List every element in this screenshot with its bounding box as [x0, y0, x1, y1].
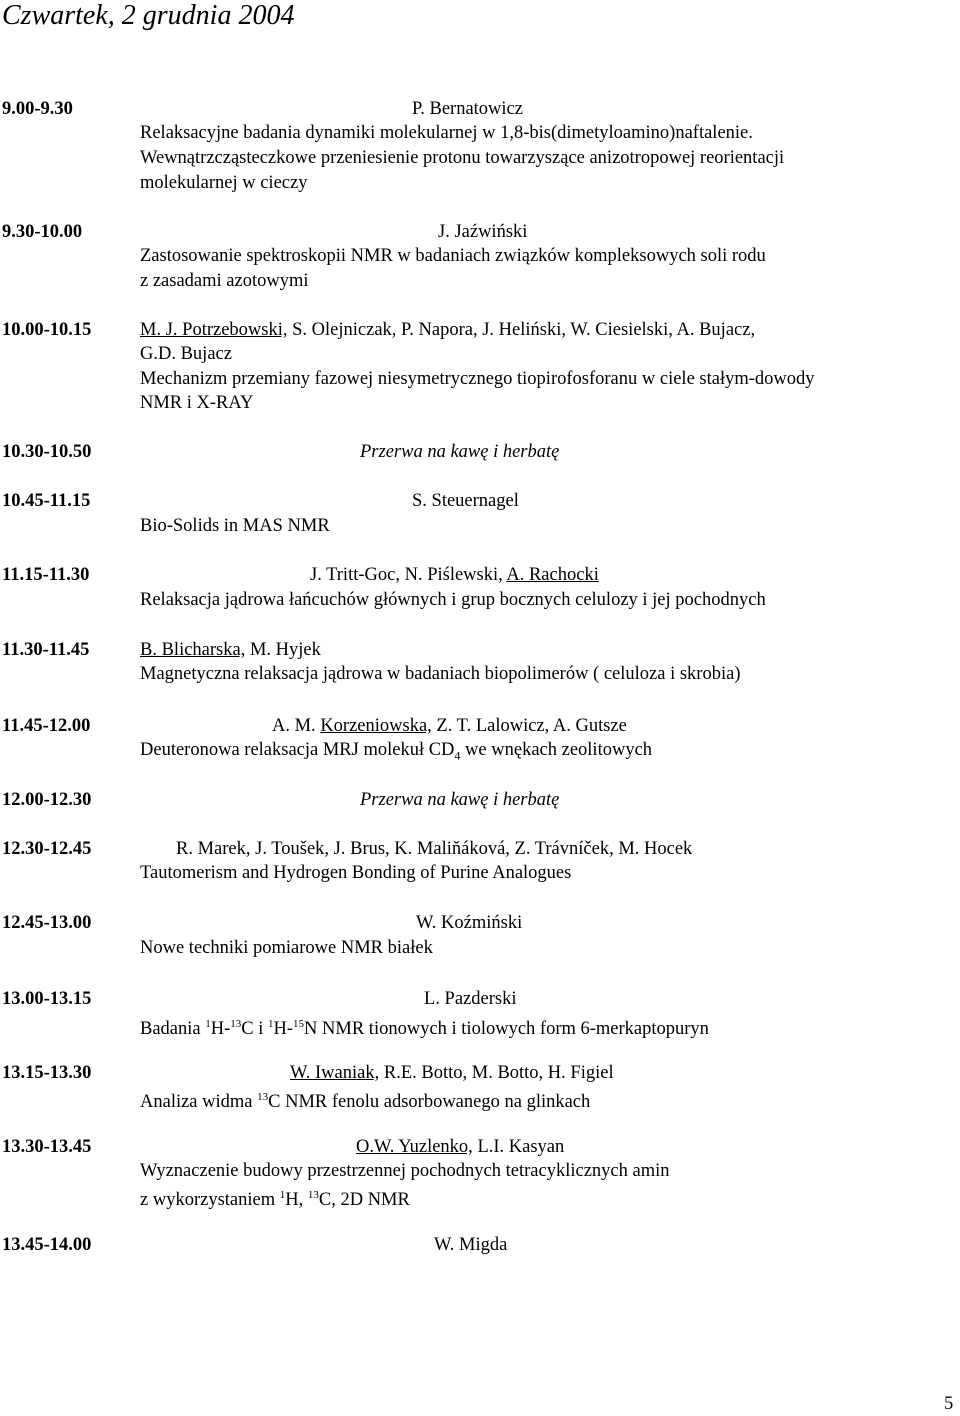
session-authors: P. Bernatowicz — [412, 99, 523, 119]
co-authors: R.E. Botto, M. Botto, H. Figiel — [379, 1063, 614, 1083]
session-authors: S. Steuernagel — [412, 491, 519, 511]
session-title: Wewnątrzcząsteczkowe przeniesienie protonu towarzyszące anizotropowej reorientacji — [140, 148, 785, 168]
title-text: Deuteronowa relaksacja MRJ molekuł CD — [140, 740, 455, 760]
session-time: 12.45-13.00 — [2, 913, 92, 933]
title-text: Analiza widma — [140, 1092, 258, 1113]
session-authors: W. Migda — [434, 1235, 508, 1255]
page-number: 5 — [944, 1394, 954, 1414]
session-title — [140, 1183, 410, 1212]
session-time: 11.15-11.30 — [2, 565, 90, 585]
session-time: 9.00-9.30 — [2, 99, 73, 119]
superscript: 1 — [268, 1018, 274, 1030]
co-authors: J. Tritt-Goc, N. Piślewski, — [310, 565, 507, 585]
session-title: molekularnej w cieczy — [140, 173, 308, 193]
session-title: Relaksacyjne badania dynamiki molekularnej w 1,8-bis(dimetyloamino)naftalenie. — [140, 123, 753, 143]
title-text: we wnękach zeolitowych — [460, 740, 653, 760]
subscript: 4 — [454, 748, 461, 763]
presenting-author: M. J. Potrzebowski, — [140, 320, 288, 340]
session-time: 13.15-13.30 — [2, 1063, 92, 1083]
session-title: Bio-Solids in MAS NMR — [140, 516, 330, 536]
session-authors — [310, 563, 599, 587]
session-time: 12.00-12.30 — [2, 790, 92, 810]
session-time: 11.45-12.00 — [2, 716, 91, 736]
title-text: H- — [210, 1019, 231, 1040]
session-authors — [140, 318, 755, 342]
session-title — [140, 1085, 590, 1114]
session-authors — [140, 638, 321, 662]
title-text: z wykorzystaniem — [140, 1190, 280, 1211]
session-title: Magnetyczna relaksacja jądrowa w badaniach biopolimerów ( celuloza i skrobia) — [140, 664, 741, 684]
session-title — [140, 1012, 709, 1041]
coffee-break: Przerwa na kawę i herbatę — [360, 442, 560, 462]
session-time: 10.30-10.50 — [2, 442, 92, 462]
title-text: N NMR tionowych i tiolowych form 6-merkaptopuryn — [304, 1019, 709, 1040]
superscript: 13 — [257, 1091, 269, 1103]
session-time: 12.30-12.45 — [2, 839, 92, 859]
session-authors: J. Jaźwiński — [438, 222, 528, 242]
session-time: 13.30-13.45 — [2, 1137, 92, 1157]
superscript: 13 — [230, 1018, 242, 1030]
co-authors: S. Olejniczak, P. Napora, J. Heliński, W. Ciesielski, A. Bujacz, — [287, 320, 756, 340]
title-text: C, 2D NMR — [318, 1190, 410, 1211]
superscript: 1 — [279, 1189, 286, 1201]
session-authors: L. Pazderski — [424, 989, 517, 1009]
session-time: 10.45-11.15 — [2, 491, 91, 511]
session-authors — [272, 714, 627, 738]
session-title: z zasadami azotowymi — [140, 271, 309, 291]
presenting-author: Korzeniowska, — [320, 716, 432, 736]
presenting-author: A. Rachocki — [506, 565, 599, 585]
title-text: C NMR fenolu adsorbowanego na glinkach — [268, 1092, 591, 1113]
session-title: Zastosowanie spektroskopii NMR w badaniach związków kompleksowych soli rodu — [140, 246, 766, 266]
title-text: H, — [285, 1190, 308, 1211]
session-title: Wyznaczenie budowy przestrzennej pochodnych tetracyklicznych amin — [140, 1161, 670, 1181]
co-authors: Z. T. Lalowicz, A. Gutsze — [431, 716, 627, 736]
page-title: Czwartek, 2 grudnia 2004 — [2, 0, 295, 31]
session-title — [140, 738, 652, 768]
presenting-author: W. Iwaniak, — [290, 1063, 380, 1083]
session-time: 11.30-11.45 — [2, 640, 90, 660]
session-title: Nowe techniki pomiarowe NMR białek — [140, 938, 433, 958]
session-time: 13.45-14.00 — [2, 1235, 92, 1255]
session-authors — [290, 1061, 614, 1085]
session-title: Relaksacja jądrowa łańcuchów głównych i grup bocznych celulozy i jej pochodnych — [140, 590, 766, 610]
title-text: H- — [273, 1019, 294, 1040]
session-time: 10.00-10.15 — [2, 320, 92, 340]
co-authors: A. M. — [272, 716, 321, 736]
session-authors: W. Koźmiński — [416, 913, 523, 933]
session-title: Mechanizm przemiany fazowej niesymetrycznego tiopirofosforanu w ciele stałym-dowody — [140, 369, 815, 389]
presenting-author: O.W. Yuzlenko, — [356, 1137, 473, 1157]
session-title: NMR i X-RAY — [140, 393, 254, 413]
superscript: 15 — [293, 1018, 305, 1030]
session-authors: G.D. Bujacz — [140, 344, 232, 364]
presenting-author: B. Blicharska, — [140, 640, 246, 660]
title-text: C i — [241, 1019, 269, 1040]
session-time: 13.00-13.15 — [2, 989, 92, 1009]
co-authors: L.I. Kasyan — [472, 1137, 565, 1157]
coffee-break: Przerwa na kawę i herbatę — [360, 790, 560, 810]
superscript: 1 — [205, 1018, 211, 1030]
session-authors: R. Marek, J. Toušek, J. Brus, K. Maliňáková, Z. Trávníček, M. Hocek — [176, 839, 693, 859]
session-title: Tautomerism and Hydrogen Bonding of Purine Analogues — [140, 863, 572, 883]
title-text: Badania — [140, 1019, 206, 1040]
superscript: 13 — [307, 1189, 319, 1201]
session-time: 9.30-10.00 — [2, 222, 83, 242]
session-authors — [356, 1135, 564, 1159]
co-authors: M. Hyjek — [245, 640, 321, 660]
